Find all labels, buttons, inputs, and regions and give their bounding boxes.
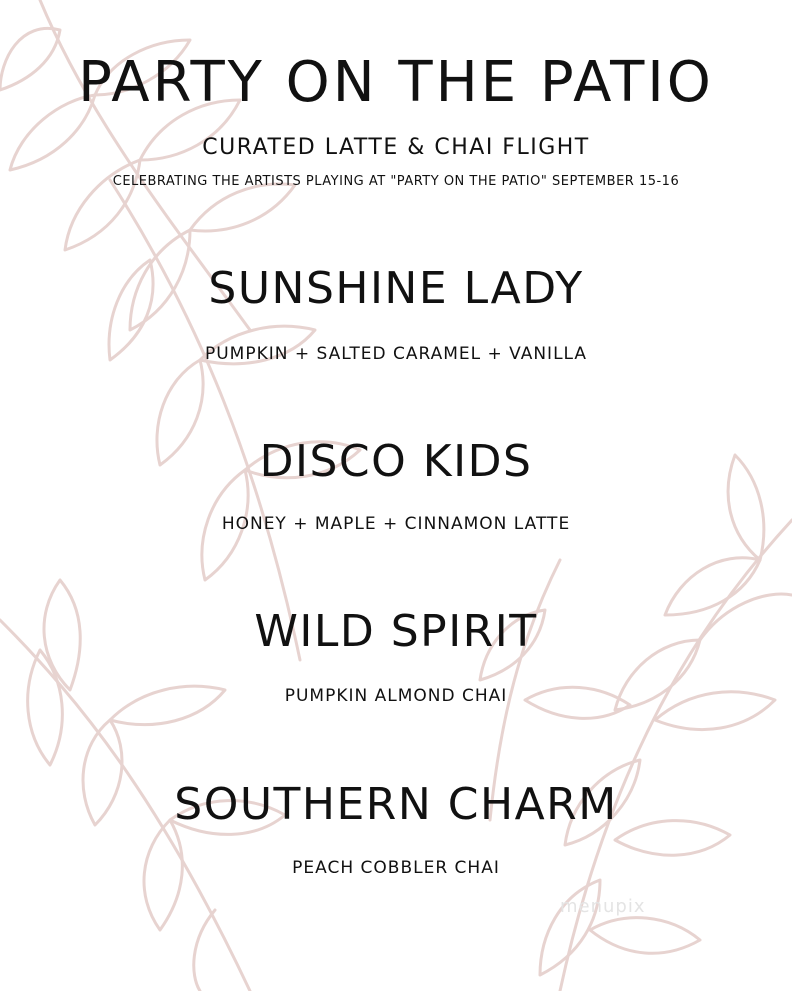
- watermark: menupix: [560, 896, 646, 917]
- page-title: PARTY ON THE PATIO: [78, 50, 714, 115]
- menu-item-description: PUMPKIN ALMOND CHAI: [284, 686, 508, 706]
- menu-item-name: DISCO KIDS: [259, 436, 533, 487]
- menu-item-name: SOUTHERN CHARM: [174, 779, 618, 830]
- menu-item-description: PUMPKIN + SALTED CARAMEL + VANILLA: [204, 344, 588, 364]
- menu-item-name: WILD SPIRIT: [254, 606, 538, 657]
- page-subtitle: CURATED LATTE & CHAI FLIGHT: [202, 135, 590, 160]
- menu-item-description: PEACH COBBLER CHAI: [292, 858, 500, 878]
- page-tagline: CELEBRATING THE ARTISTS PLAYING AT "PARTY ON THE PATIO" SEPTEMBER 15-16: [112, 174, 680, 189]
- menu-item-description: HONEY + MAPLE + CINNAMON LATTE: [221, 514, 571, 534]
- menu-item-name: SUNSHINE LADY: [208, 263, 584, 314]
